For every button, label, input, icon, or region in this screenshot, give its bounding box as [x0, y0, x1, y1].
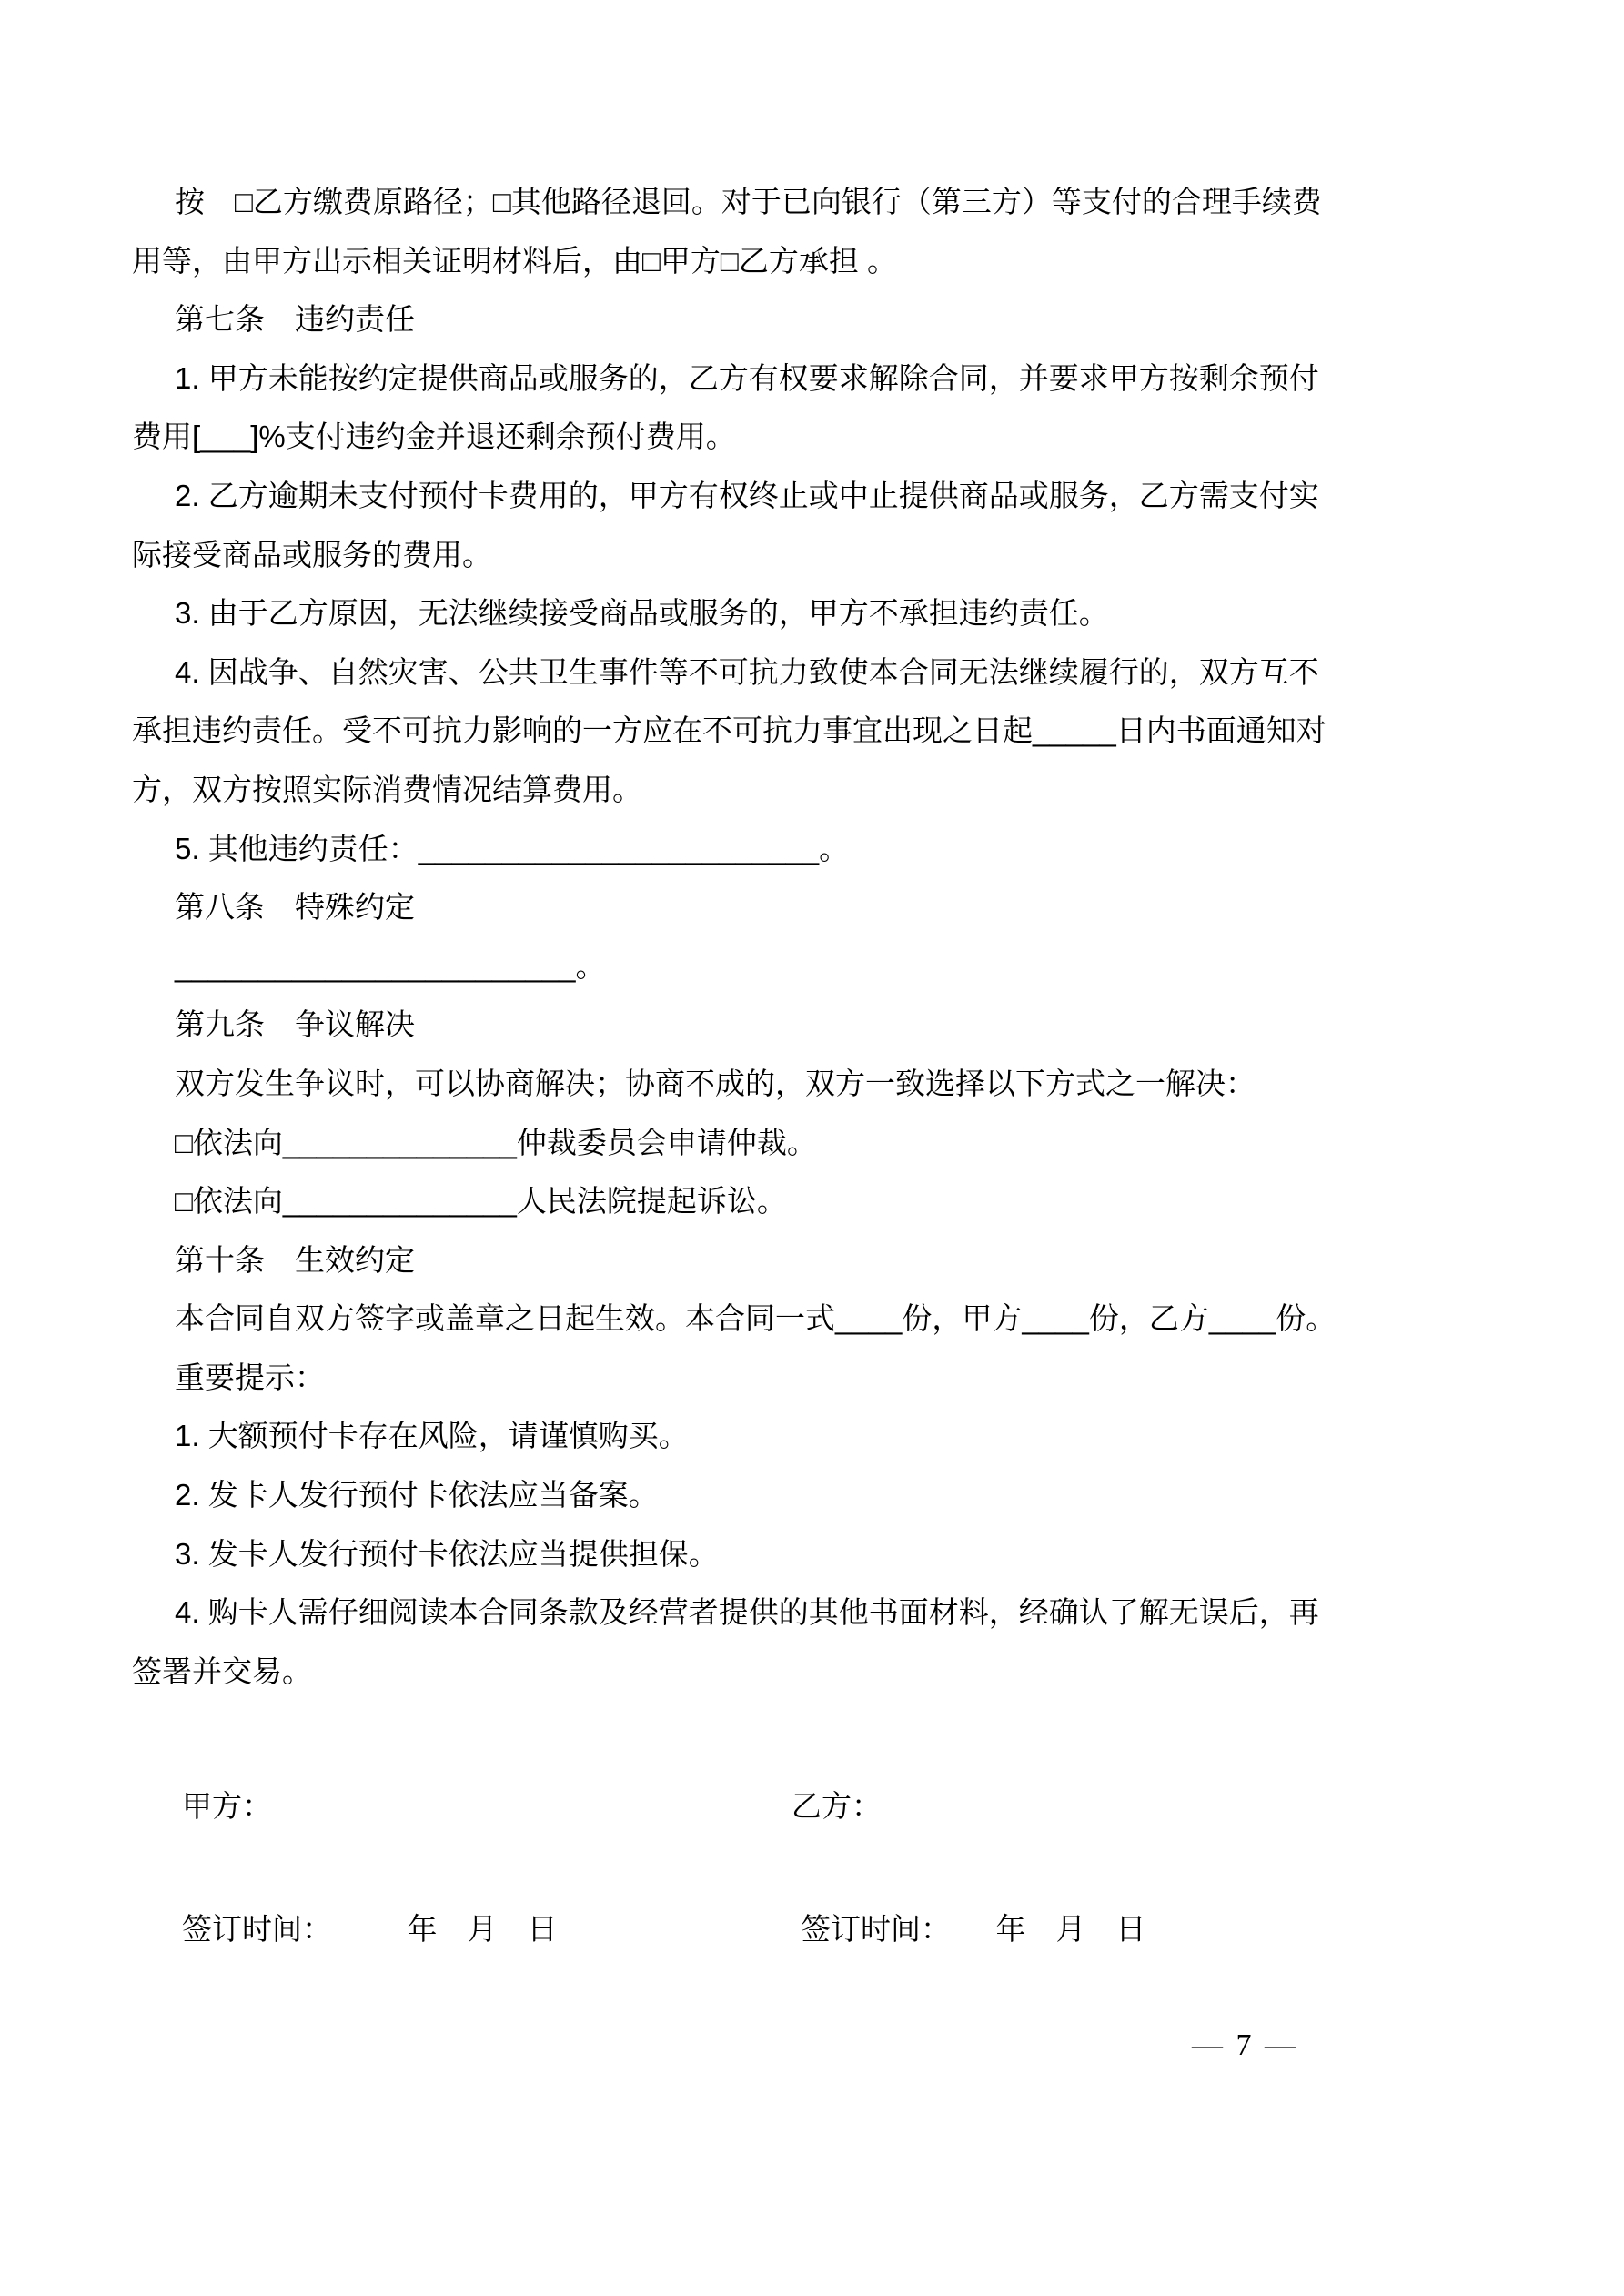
doc-line-23: 2. 发卡人发行预付卡依法应当备案。 — [175, 1478, 659, 1512]
contract-body — [132, 173, 1492, 1958]
doc-line-09: 4. 因战争、自然灾害、公共卫生事件等不可抗力致使本合同无法继续履行的，双方互不 — [175, 654, 1319, 689]
doc-line-15: 第九条 争议解决 — [175, 1007, 415, 1042]
doc-line-06: 2. 乙方逾期未支付预付卡费用的，甲方有权终止或中止提供商品或服务，乙方需支付实 — [175, 478, 1319, 512]
doc-line-01: 按 □乙方缴费原路径；□其他路径退回。对于已向银行（第三方）等支付的合理手续费 — [175, 185, 1322, 218]
sign-date-left-label: 签订时间： 年 月 日 — [182, 1912, 558, 1947]
doc-line-20: 本合同自双方签字或盖章之日起生效。本合同一式____份，甲方____份，乙方____份。 — [175, 1301, 1337, 1336]
doc-line-03: 第七条 违约责任 — [175, 302, 415, 337]
doc-line-05: 费用[___]%支付违约金并退还剩余预付费用。 — [132, 420, 736, 454]
doc-line-24: 3. 发卡人发行预付卡依法应当提供担保。 — [175, 1536, 719, 1571]
doc-line-19: 第十条 生效约定 — [175, 1242, 415, 1277]
signature-parties-row — [132, 1776, 1492, 1836]
doc-line-22: 1. 大额预付卡存在风险，请谨慎购买。 — [175, 1419, 689, 1453]
doc-line-18: □依法向______________人民法院提起诉讼。 — [175, 1184, 787, 1219]
doc-line-21: 重要提示： — [175, 1360, 325, 1394]
sign-date-right-label: 签订时间： 年 月 日 — [801, 1912, 1146, 1947]
doc-line-08: 3. 由于乙方原因，无法继续接受商品或服务的，甲方不承担违约责任。 — [175, 596, 1109, 631]
party-b-signature-label: 乙方： — [792, 1789, 882, 1824]
doc-line-16: 双方发生争议时，可以协商解决；协商不成的，双方一致选择以下方式之一解决： — [175, 1066, 1256, 1100]
doc-line-04: 1. 甲方未能按约定提供商品或服务的，乙方有权要求解除合同，并要求甲方按剩余预付 — [175, 360, 1319, 395]
doc-line-13: 第八条 特殊约定 — [175, 890, 415, 925]
doc-line-14: ________________________。 — [175, 948, 606, 983]
page-number: — 7 — — [1192, 2028, 1298, 2062]
doc-line-12: 5. 其他违约责任：________________________。 — [175, 831, 850, 865]
doc-line-26: 签署并交易。 — [132, 1654, 312, 1688]
doc-line-02: 用等，由甲方出示相关证明材料后，由□甲方□乙方承担 。 — [132, 243, 898, 278]
doc-line-07: 际接受商品或服务的费用。 — [132, 537, 492, 571]
signature-dates-row — [132, 1899, 1492, 1958]
doc-line-10: 承担违约责任。受不可抗力影响的一方应在不可抗力事宜出现之日起_____日内书面通知对 — [132, 713, 1326, 748]
doc-line-11: 方，双方按照实际消费情况结算费用。 — [132, 772, 642, 806]
doc-line-17: □依法向______________仲裁委员会申请仲裁。 — [175, 1125, 817, 1159]
party-a-signature-label: 甲方： — [182, 1789, 272, 1824]
doc-line-25: 4. 购卡人需仔细阅读本合同条款及经营者提供的其他书面材料，经确认了解无误后，再 — [175, 1595, 1319, 1630]
